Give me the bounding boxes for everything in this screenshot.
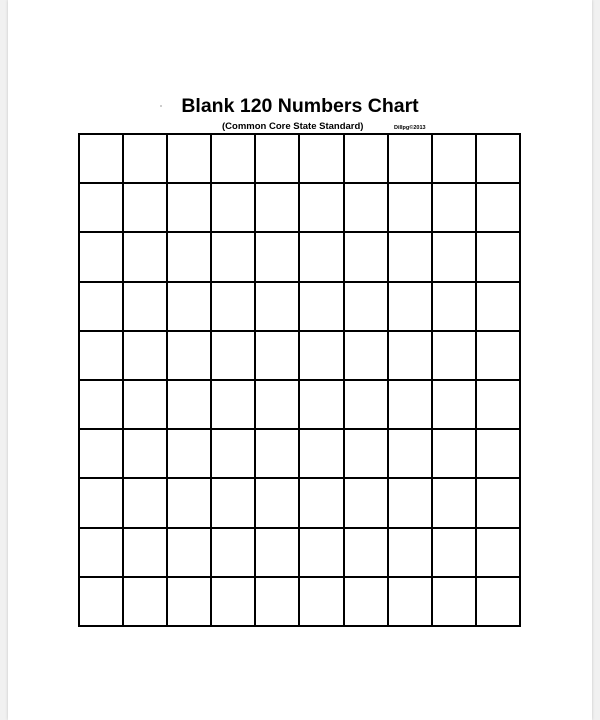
grid-cell [212, 283, 256, 332]
grid-cell [300, 381, 344, 430]
grid-cell [433, 529, 477, 578]
grid-cell [345, 233, 389, 282]
grid-cell [345, 479, 389, 528]
grid-cell [256, 479, 300, 528]
grid-cell [256, 135, 300, 184]
grid-cell [212, 479, 256, 528]
grid-cell [345, 135, 389, 184]
grid-cell [300, 430, 344, 479]
grid-cell [433, 479, 477, 528]
grid-cell [345, 332, 389, 381]
grid-cell [212, 578, 256, 627]
grid-cell [124, 529, 168, 578]
grid-cell [256, 283, 300, 332]
grid-cell [80, 283, 124, 332]
grid-cell [477, 233, 521, 282]
grid-cell [80, 529, 124, 578]
grid-cell [124, 332, 168, 381]
grid-cell [80, 381, 124, 430]
chart-credit: Dillpg©2013 [394, 125, 426, 131]
grid-cell [124, 381, 168, 430]
grid-cell [168, 233, 212, 282]
grid-cell [389, 430, 433, 479]
grid-cell [256, 430, 300, 479]
number-grid [78, 133, 521, 627]
grid-cell [300, 233, 344, 282]
grid-cell [168, 529, 212, 578]
grid-cell [168, 381, 212, 430]
chart-title: Blank 120 Numbers Chart [181, 95, 419, 117]
grid-cell [433, 381, 477, 430]
grid-cell [168, 135, 212, 184]
grid-cell [300, 135, 344, 184]
grid-cell [80, 430, 124, 479]
grid-cell [212, 381, 256, 430]
grid-cell [212, 233, 256, 282]
grid-cell [168, 184, 212, 233]
grid-cell [124, 233, 168, 282]
grid-cell [389, 135, 433, 184]
grid-cell [477, 430, 521, 479]
grid-cell [345, 283, 389, 332]
grid-cell [345, 529, 389, 578]
grid-cell [477, 283, 521, 332]
grid-cell [256, 233, 300, 282]
grid-cell [80, 233, 124, 282]
grid-cell [168, 479, 212, 528]
grid-cell [124, 283, 168, 332]
grid-cell [345, 578, 389, 627]
grid-cell [389, 381, 433, 430]
grid-cell [389, 283, 433, 332]
grid-cell [389, 233, 433, 282]
grid-cell [433, 233, 477, 282]
grid-cell [389, 479, 433, 528]
grid-cell [345, 184, 389, 233]
grid-cell [256, 578, 300, 627]
grid-cell [168, 578, 212, 627]
grid-cell [345, 430, 389, 479]
grid-cell [124, 479, 168, 528]
grid-cell [433, 184, 477, 233]
grid-cell [389, 184, 433, 233]
grid-cell [124, 578, 168, 627]
grid-cell [477, 381, 521, 430]
grid-cell [212, 332, 256, 381]
grid-cell [300, 184, 344, 233]
grid-cell [212, 529, 256, 578]
grid-cell [256, 529, 300, 578]
grid-cell [300, 578, 344, 627]
grid-cell [168, 332, 212, 381]
grid-cell [433, 430, 477, 479]
grid-cell [256, 184, 300, 233]
grid-cell [300, 332, 344, 381]
grid-cell [80, 135, 124, 184]
grid-cell [389, 578, 433, 627]
grid-cell [389, 332, 433, 381]
grid-cell [80, 332, 124, 381]
grid-cell [300, 479, 344, 528]
grid-cell [477, 332, 521, 381]
chart-subtitle: (Common Core State Standard) [222, 121, 364, 132]
grid-cell [433, 135, 477, 184]
grid-cell [80, 184, 124, 233]
grid-cell [300, 529, 344, 578]
grid-cell [256, 332, 300, 381]
grid-cell [80, 578, 124, 627]
grid-cell [433, 283, 477, 332]
grid-cell [124, 430, 168, 479]
grid-cell [477, 578, 521, 627]
grid-cell [345, 381, 389, 430]
grid-cell [168, 430, 212, 479]
grid-cell [212, 184, 256, 233]
grid-cell [212, 135, 256, 184]
grid-cell [477, 529, 521, 578]
grid-cell [256, 381, 300, 430]
grid-cell [80, 479, 124, 528]
grid-cell [477, 479, 521, 528]
grid-cell [477, 135, 521, 184]
grid-cell [124, 135, 168, 184]
grid-cell [124, 184, 168, 233]
grid-cell [433, 578, 477, 627]
grid-cell [212, 430, 256, 479]
grid-cell [389, 529, 433, 578]
grid-cell [300, 283, 344, 332]
grid-cell [477, 184, 521, 233]
grid-cell [168, 283, 212, 332]
grid-cell [433, 332, 477, 381]
